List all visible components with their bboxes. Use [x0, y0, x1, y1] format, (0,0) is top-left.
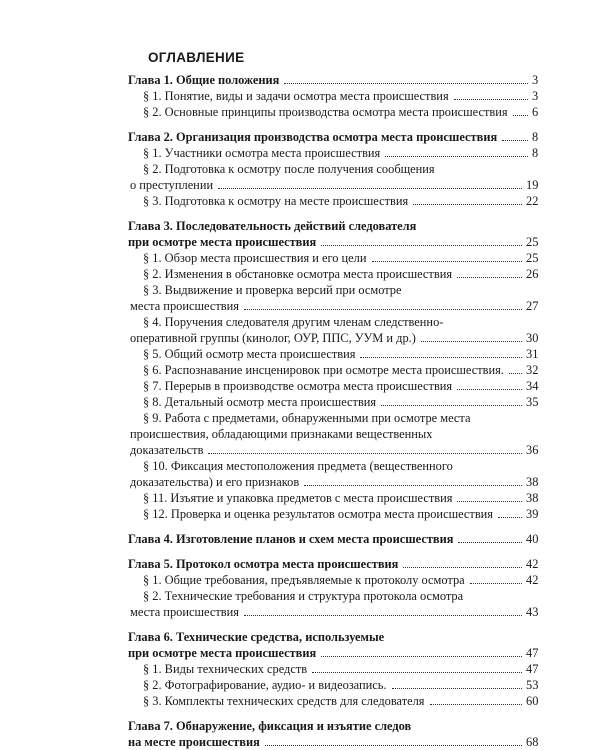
dot-leader	[430, 704, 522, 705]
section-title: § 1. Обзор места происшествия и его цели	[143, 251, 367, 265]
chapter-line	[128, 734, 538, 750]
section-line	[143, 104, 538, 120]
page-number: 42	[526, 557, 539, 571]
section-line	[130, 330, 538, 346]
page-number: 30	[526, 331, 539, 345]
chapter-line	[128, 234, 538, 250]
section-title: § 1. Общие требования, предъявляемые к протоколу осмотра	[143, 573, 465, 587]
dot-leader	[403, 567, 522, 568]
section-line	[143, 161, 538, 177]
page-number: 38	[526, 491, 539, 505]
section-title: § 4. Поручения следователя другим членам следственно-	[143, 315, 444, 329]
dot-leader	[421, 341, 522, 342]
section-line	[143, 145, 538, 161]
dot-leader	[413, 204, 522, 205]
chapter-title: при осмотре места происшествия	[128, 646, 317, 660]
section-line	[143, 490, 538, 506]
dot-leader	[218, 188, 522, 189]
chapter-title: Глава 6. Технические средства, используемые	[128, 630, 385, 644]
dot-leader	[454, 99, 528, 100]
dot-leader	[304, 485, 522, 486]
section-title: § 2. Основные принципы производства осмотра места происшествия	[143, 105, 508, 119]
section-line	[143, 282, 538, 298]
section-line	[143, 250, 538, 266]
dot-leader	[457, 389, 522, 390]
dot-leader	[385, 156, 528, 157]
chapter-line	[128, 129, 538, 145]
chapter-line	[128, 718, 538, 734]
section-title: § 6. Распознавание инсценировок при осмотре места происшествия.	[143, 363, 504, 377]
section-title: § 2. Технические требования и структура протокола осмотра	[143, 589, 464, 603]
section-line	[143, 506, 538, 522]
dot-leader	[509, 373, 522, 374]
chapter-line	[128, 645, 538, 661]
dot-leader	[498, 517, 522, 518]
chapter-line	[128, 629, 538, 645]
page-number: 32	[526, 363, 539, 377]
page-number: 31	[526, 347, 539, 361]
section-title: § 2. Изменения в обстановке осмотра места происшествия	[143, 267, 453, 281]
section-line	[143, 458, 538, 474]
page-number: 42	[526, 573, 539, 587]
section-title: § 3. Комплекты технических средств для следователя	[143, 694, 425, 708]
section-title: § 11. Изъятие и упаковка предметов с места происшествия	[143, 491, 453, 505]
page-number: 47	[526, 662, 539, 676]
dot-leader	[360, 357, 522, 358]
dot-leader	[244, 309, 522, 310]
section-title: § 2. Подготовка к осмотру после получения сообщения	[143, 162, 435, 176]
section-title: § 1. Участники осмотра места происшествия	[143, 146, 381, 160]
dot-leader	[502, 140, 528, 141]
chapter-line	[128, 531, 538, 547]
section-line	[130, 474, 538, 490]
page-number: 26	[526, 267, 539, 281]
page-number: 8	[532, 130, 539, 144]
dot-leader	[312, 672, 522, 673]
dot-leader	[265, 745, 522, 746]
section-line	[143, 677, 538, 693]
dot-leader	[457, 501, 522, 502]
page-number: 3	[532, 73, 539, 87]
page-number: 36	[526, 443, 539, 457]
chapter-title: Глава 3. Последовательность действий следователя	[128, 219, 417, 233]
chapter-title: Глава 4. Изготовление планов и схем места происшествия	[128, 532, 454, 546]
section-line	[143, 410, 538, 426]
page-number: 3	[532, 89, 539, 103]
section-line	[143, 314, 538, 330]
dot-leader	[513, 115, 528, 116]
section-line	[143, 88, 538, 104]
dot-leader	[372, 261, 522, 262]
page-number: 35	[526, 395, 539, 409]
section-title: § 1. Виды технических средств	[143, 662, 308, 676]
section-title: происшествия, обладающими признаками вещественных	[130, 427, 433, 441]
section-title: места происшествия	[130, 299, 239, 313]
section-line	[143, 572, 538, 588]
dot-leader	[244, 615, 522, 616]
section-title: § 3. Выдвижение и проверка версий при осмотре	[143, 283, 402, 297]
page-number: 27	[526, 299, 539, 313]
dot-leader	[321, 656, 522, 657]
toc-heading: ОГЛАВЛЕНИЕ	[148, 50, 245, 65]
section-title: § 5. Общий осмотр места происшествия	[143, 347, 356, 361]
section-line	[143, 346, 538, 362]
section-line	[143, 362, 538, 378]
dot-leader	[457, 277, 522, 278]
page-number: 39	[526, 507, 539, 521]
page-number: 25	[526, 235, 539, 249]
section-title: § 1. Понятие, виды и задачи осмотра места происшествия	[143, 89, 449, 103]
page-number: 68	[526, 735, 539, 749]
section-title: оперативной группы (кинолог, ОУР, ППС, УУМ и др.)	[130, 331, 416, 345]
page-number: 60	[526, 694, 539, 708]
page-number: 19	[526, 178, 539, 192]
section-title: § 7. Перерыв в производстве осмотра места происшествия	[143, 379, 453, 393]
section-line	[143, 193, 538, 209]
page-number: 40	[526, 532, 539, 546]
section-line	[143, 588, 538, 604]
section-line	[143, 693, 538, 709]
dot-leader	[392, 688, 522, 689]
page-number: 8	[532, 146, 539, 160]
section-title: о преступлении	[130, 178, 214, 192]
chapter-title: Глава 2. Организация производства осмотра места происшествия	[128, 130, 498, 144]
section-title: § 2. Фотографирование, аудио- и видеозапись.	[143, 678, 387, 692]
dot-leader	[208, 453, 522, 454]
section-line	[130, 426, 538, 442]
section-title: доказательств	[130, 443, 204, 457]
chapter-title: при осмотре места происшествия	[128, 235, 317, 249]
section-line	[143, 394, 538, 410]
section-line	[130, 177, 538, 193]
section-title: § 8. Детальный осмотр места происшествия	[143, 395, 377, 409]
page-number: 25	[526, 251, 539, 265]
page-number: 53	[526, 678, 539, 692]
dot-leader	[458, 542, 522, 543]
section-line	[130, 442, 538, 458]
chapter-title: на месте происшествия	[128, 735, 260, 749]
section-title: § 10. Фиксация местоположения предмета (вещественного	[143, 459, 453, 473]
chapter-title: Глава 5. Протокол осмотра места происшествия	[128, 557, 399, 571]
section-line	[130, 298, 538, 314]
section-line	[143, 266, 538, 282]
dot-leader	[321, 245, 522, 246]
chapter-title: Глава 7. Обнаружение, фиксация и изъятие следов	[128, 719, 412, 733]
section-title: § 3. Подготовка к осмотру на месте происшествия	[143, 194, 409, 208]
section-line	[143, 661, 538, 677]
section-line	[143, 378, 538, 394]
page-number: 34	[526, 379, 539, 393]
page-number: 6	[532, 105, 539, 119]
dot-leader	[381, 405, 522, 406]
chapter-line	[128, 556, 538, 572]
page-number: 43	[526, 605, 539, 619]
section-title: § 9. Работа с предметами, обнаруженными при осмотре места	[143, 411, 471, 425]
section-title: доказательства) и его признаков	[130, 475, 300, 489]
dot-leader	[470, 583, 522, 584]
dot-leader	[284, 83, 528, 84]
chapter-line	[128, 218, 538, 234]
page-number: 47	[526, 646, 539, 660]
page-number: 38	[526, 475, 539, 489]
section-line	[130, 604, 538, 620]
chapter-title: Глава 1. Общие положения	[128, 73, 280, 87]
section-title: места происшествия	[130, 605, 239, 619]
chapter-line	[128, 72, 538, 88]
page-number: 22	[526, 194, 539, 208]
section-title: § 12. Проверка и оценка результатов осмотра места происшествия	[143, 507, 494, 521]
